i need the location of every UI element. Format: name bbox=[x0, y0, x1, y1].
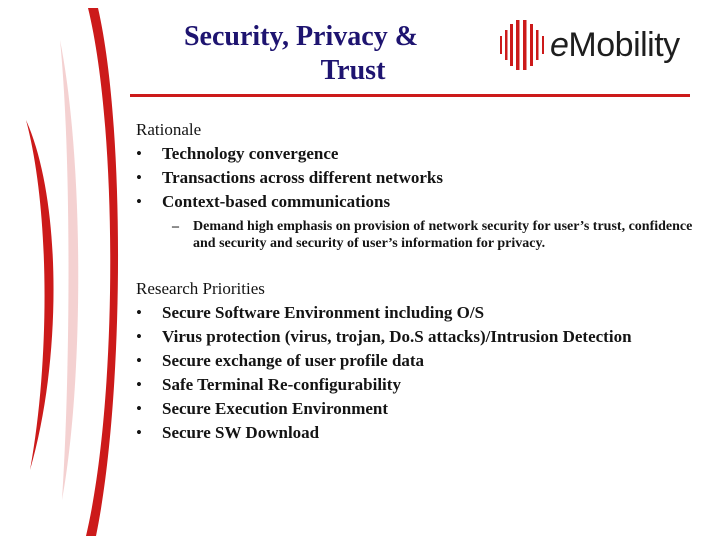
slide-body bbox=[136, 118, 696, 445]
title-line-1: Security, Privacy & bbox=[183, 21, 419, 52]
list-item: • Safe Terminal Re-configurability bbox=[136, 375, 401, 394]
rationale-sub-point: – Demand high emphasis on provision of network security for user’s trust, confidence and security and security of user’s information for privacy. bbox=[172, 219, 693, 251]
emobility-logo bbox=[498, 14, 704, 76]
list-item: • Transactions across different networks bbox=[136, 168, 443, 187]
list-item: • Virus protection (virus, trojan, Do.S attacks)/Intrusion Detection bbox=[136, 327, 632, 346]
list-item: • Secure Software Environment including O/S bbox=[136, 303, 485, 322]
list-item: • Secure exchange of user profile data bbox=[136, 351, 425, 370]
list-item: • Secure SW Download bbox=[136, 423, 320, 442]
red-swoosh-decoration bbox=[0, 0, 130, 540]
list-item: • Secure Execution Environment bbox=[136, 399, 389, 418]
title-line-2: Trust bbox=[320, 55, 386, 86]
research-list bbox=[136, 301, 696, 445]
rationale-heading: Rationale bbox=[136, 120, 202, 139]
logo-wordmark: eMobility bbox=[550, 26, 680, 64]
list-item: • Technology convergence bbox=[136, 144, 339, 163]
logo-bars-icon bbox=[498, 14, 548, 76]
title-divider bbox=[130, 94, 690, 97]
slide-title bbox=[150, 20, 460, 88]
research-heading: Research Priorities bbox=[136, 279, 265, 298]
rationale-list bbox=[136, 142, 696, 214]
list-item: • Context-based communications bbox=[136, 192, 391, 211]
